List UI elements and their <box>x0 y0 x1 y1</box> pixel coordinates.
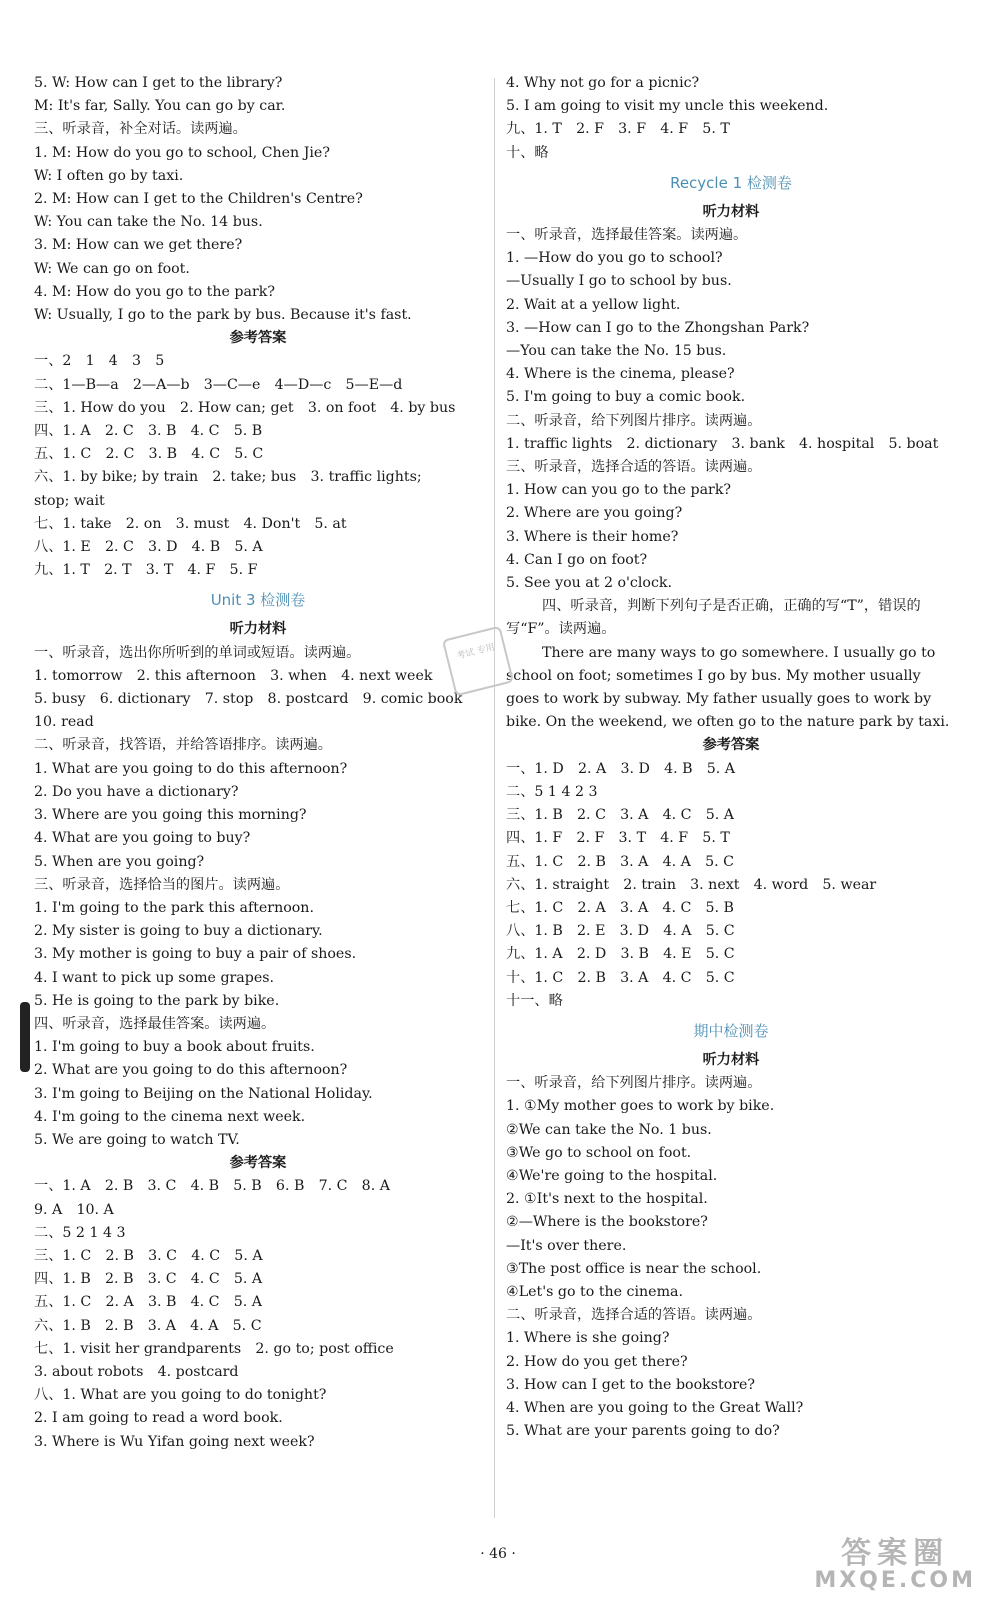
text-line: 九、1. A 2. D 3. B 4. E 5. C <box>506 946 735 963</box>
text-line: 二、1—B—a 2—A—b 3—C—e 4—D—c 5—E—d <box>34 376 403 393</box>
text-line: 4. Can I go on foot? <box>506 551 648 568</box>
text-line: 八、1. What are you going to do tonight? <box>34 1387 327 1404</box>
text-line: 9. A 10. A <box>34 1201 114 1218</box>
text-line: 五、1. C 2. C 3. B 4. C 5. C <box>34 446 264 463</box>
text-line: 九、1. T 2. T 3. T 4. F 5. F <box>34 562 258 579</box>
text-line: 四、1. F 2. F 3. T 4. F 5. T <box>506 830 730 847</box>
text-line: 三、听录音，选择恰当的图片。读两遍。 <box>34 876 290 893</box>
text-line: 5. When are you going? <box>34 853 205 870</box>
text-line: 五、1. C 2. A 3. B 4. C 5. A <box>34 1294 262 1311</box>
text-line: 5. See you at 2 o'clock. <box>506 575 672 592</box>
watermark-logo-text: 答案圈 <box>841 1536 950 1571</box>
text-line: 三、1. B 2. C 3. A 4. C 5. A <box>506 807 734 824</box>
text-line: 二、5 1 4 2 3 <box>506 783 598 800</box>
text-line: 2. I am going to read a word book. <box>34 1410 283 1427</box>
page-number: · 46 · <box>480 1546 516 1562</box>
text-line: 1. Where is she going? <box>506 1330 670 1347</box>
text-line: W: Usually, I go to the park by bus. Because it's fast. <box>34 307 412 324</box>
subsection-heading: 参考答案 <box>229 330 287 347</box>
text-line: 1. tomorrow 2. this afternoon 3. when 4. next week <box>34 667 433 684</box>
text-line: 八、1. E 2. C 3. D 4. B 5. A <box>34 539 263 556</box>
text-line: 七、1. C 2. A 3. A 4. C 5. B <box>506 899 734 916</box>
text-line: 3. I'm going to Beijing on the National Holiday. <box>34 1085 373 1102</box>
subsection-heading: 听力材料 <box>702 203 760 220</box>
text-line: ④Let's go to the cinema. <box>506 1283 683 1300</box>
site-watermark <box>814 1538 976 1592</box>
text-line: 二、听录音，给下列图片排序。读两遍。 <box>506 412 762 429</box>
text-line: 5. He is going to the park by bike. <box>34 992 280 1009</box>
section-title: Recycle 1 检测卷 <box>670 173 792 192</box>
text-line: ③We go to school on foot. <box>506 1144 692 1161</box>
text-line: ④We're going to the hospital. <box>506 1167 718 1184</box>
text-line: 1. traffic lights 2. dictionary 3. bank 4. hospital 5. boat <box>506 435 939 452</box>
text-line: —Usually I go to school by bus. <box>506 273 732 290</box>
text-line: 四、1. A 2. C 3. B 4. C 5. B <box>34 423 263 440</box>
text-line: 3. —How can I go to the Zhongshan Park? <box>506 319 810 336</box>
text-line: 1. How can you go to the park? <box>506 482 732 499</box>
text-line: 5. busy 6. dictionary 7. stop 8. postcard 9. comic book <box>34 691 463 708</box>
subsection-heading: 参考答案 <box>702 737 760 754</box>
text-line: W: I often go by taxi. <box>34 167 184 184</box>
text-line: 4. When are you going to the Great Wall? <box>506 1399 804 1416</box>
text-line: 三、听录音，补全对话。读两遍。 <box>34 121 247 138</box>
ink-blot <box>20 1002 30 1072</box>
text-line: 一、听录音，给下列图片排序。读两遍。 <box>506 1075 762 1092</box>
text-line: 2. How do you get there? <box>506 1353 688 1370</box>
text-line: 九、1. T 2. F 3. F 4. F 5. T <box>506 121 730 138</box>
text-line: 三、听录音，选择合适的答语。读两遍。 <box>506 459 762 476</box>
text-line: 4. I'm going to the cinema next week. <box>34 1108 306 1125</box>
text-line: 八、1. B 2. E 3. D 4. A 5. C <box>506 923 735 940</box>
text-line: 3. Where are you going this morning? <box>34 807 307 824</box>
text-line: 十、略 <box>506 144 549 161</box>
text-line: 1. ①My mother goes to work by bike. <box>506 1098 775 1115</box>
text-line: 2. Where are you going? <box>506 505 683 522</box>
left-column <box>34 72 482 1454</box>
text-line: 2. M: How can I get to the Children's Centre? <box>34 191 363 208</box>
text-line: ②—Where is the bookstore? <box>506 1214 708 1231</box>
text-line: 十一、略 <box>506 992 563 1009</box>
column-divider <box>494 78 495 1518</box>
text-line: stop; wait <box>34 492 105 509</box>
subsection-heading: 听力材料 <box>229 621 287 638</box>
text-line: 5. I'm going to buy a comic book. <box>506 389 746 406</box>
text-line: 2. Wait at a yellow light. <box>506 296 681 313</box>
text-line: 四、听录音，选择最佳答案。读两遍。 <box>34 1015 276 1032</box>
text-line: 十、1. C 2. B 3. A 4. C 5. C <box>506 969 735 986</box>
text-line: ③The post office is near the school. <box>506 1260 762 1277</box>
text-line: 4. I want to pick up some grapes. <box>34 969 275 986</box>
subsection-heading: 参考答案 <box>229 1155 287 1172</box>
text-line: 一、1. A 2. B 3. C 4. B 5. B 6. B 7. C 8. A <box>34 1178 390 1195</box>
text-line: 1. I'm going to buy a book about fruits. <box>34 1039 315 1056</box>
text-line: 三、1. C 2. B 3. C 4. C 5. A <box>34 1247 263 1264</box>
text-line: 六、1. straight 2. train 3. next 4. word 5. wear <box>506 876 877 893</box>
text-line: 2. ①It's next to the hospital. <box>506 1191 708 1208</box>
text-line: 3. about robots 4. postcard <box>34 1363 239 1380</box>
text-line: 2. My sister is going to buy a dictionary. <box>34 923 323 940</box>
text-line: 4. M: How do you go to the park? <box>34 283 275 300</box>
text-line: 二、5 2 1 4 3 <box>34 1224 126 1241</box>
text-line: 五、1. C 2. B 3. A 4. A 5. C <box>506 853 734 870</box>
text-line: 1. M: How do you go to school, Chen Jie? <box>34 144 330 161</box>
text-line: 3. How can I get to the bookstore? <box>506 1376 756 1393</box>
text-line: ②We can take the No. 1 bus. <box>506 1121 712 1138</box>
text-line: 二、听录音，找答语，并给答语排序。读两遍。 <box>34 737 332 754</box>
right-column <box>506 72 956 1443</box>
text-line: 3. Where is their home? <box>506 528 679 545</box>
text-line: 5. W: How can I get to the library? <box>34 75 283 91</box>
text-line: 2. Do you have a dictionary? <box>34 783 239 800</box>
text-line: M: It's far, Sally. You can go by car. <box>34 98 286 115</box>
text-line: 四、1. B 2. B 3. C 4. C 5. A <box>34 1271 263 1288</box>
text-line: 七、1. take 2. on 3. must 4. Don't 5. at <box>34 515 347 532</box>
section-title: 期中检测卷 <box>693 1021 769 1040</box>
text-line: 1. I'm going to the park this afternoon. <box>34 899 314 916</box>
text-line: 4. What are you going to buy? <box>34 830 251 847</box>
text-line: 一、听录音，选出你所听到的单词或短语。读两遍。 <box>34 644 361 661</box>
text-line: 六、1. by bike; by train 2. take; bus 3. traffic lights; <box>34 469 422 486</box>
text-line: 3. Where is Wu Yifan going next week? <box>34 1433 315 1450</box>
text-line: 5. I am going to visit my uncle this weekend. <box>506 98 829 115</box>
text-line: 1. —How do you go to school? <box>506 250 723 267</box>
text-line: 4. Where is the cinema, please? <box>506 366 735 383</box>
text-line: 10. read <box>34 714 94 731</box>
watermark-url: MXQE.COM <box>814 1568 976 1593</box>
text-line: 1. What are you going to do this afternoon? <box>34 760 348 777</box>
text-line: 一、听录音，选择最佳答案。读两遍。 <box>506 227 748 244</box>
paragraph: 四、听录音，判断下列句子是否正确，正确的写“T”，错误的写“F”。读两遍。 <box>506 598 921 638</box>
subsection-heading: 听力材料 <box>702 1051 760 1068</box>
text-line: 2. What are you going to do this afternoon? <box>34 1062 348 1079</box>
paragraph: There are many ways to go somewhere. I usually go to school on foot; sometimes I go by bus. My mother usually goes to work by subway. My father usually goes to work by bike. On the weekend, we often go to the nature park by taxi. <box>506 644 950 731</box>
text-line: 5. What are your parents going to do? <box>506 1423 780 1440</box>
text-line: 5. We are going to watch TV. <box>34 1131 240 1148</box>
text-line: 4. Why not go for a picnic? <box>506 75 700 91</box>
text-line: —You can take the No. 15 bus. <box>506 343 727 360</box>
text-line: 3. My mother is going to buy a pair of shoes. <box>34 946 357 963</box>
section-title: Unit 3 检测卷 <box>210 591 306 610</box>
text-line: 一、2 1 4 3 5 <box>34 353 165 370</box>
text-line: 3. M: How can we get there? <box>34 237 243 254</box>
text-line: 三、1. How do you 2. How can; get 3. on foot 4. by bus <box>34 399 456 416</box>
text-line: 二、听录音，选择合适的答语。读两遍。 <box>506 1307 762 1324</box>
text-line: 一、1. D 2. A 3. D 4. B 5. A <box>506 760 736 777</box>
text-line: 六、1. B 2. B 3. A 4. A 5. C <box>34 1317 262 1334</box>
stamp-mark: 考试 专用 <box>442 626 514 697</box>
text-line: W: We can go on foot. <box>34 260 190 277</box>
text-line: 七、1. visit her grandparents 2. go to; post office <box>34 1340 394 1357</box>
text-line: W: You can take the No. 14 bus. <box>34 214 263 231</box>
text-line: —It's over there. <box>506 1237 627 1254</box>
